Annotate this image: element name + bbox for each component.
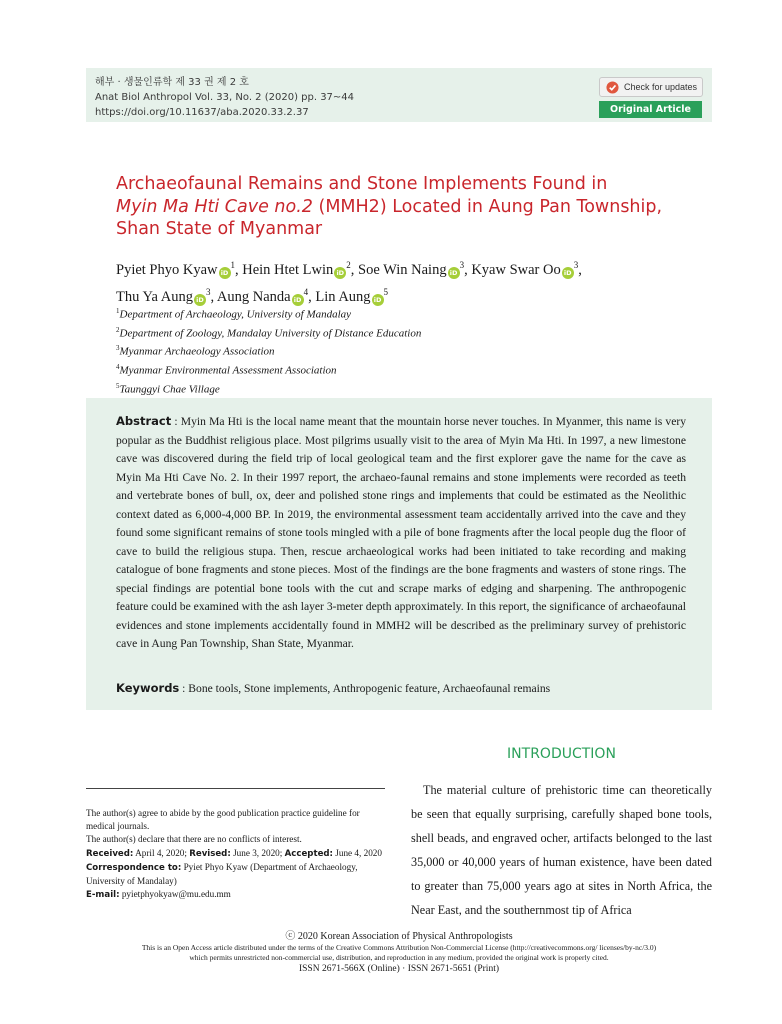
received-label: Received: (86, 848, 134, 859)
keywords-label: Keywords (116, 681, 180, 695)
accepted-date: June 4, 2020 (333, 847, 382, 858)
email-address[interactable]: pyietphyokyaw@mu.edu.mm (119, 889, 231, 900)
title-line-2 (116, 196, 716, 219)
abstract-label: Abstract (116, 414, 172, 428)
orcid-icon[interactable]: iD (292, 294, 304, 306)
issn-line: ISSN 2671-566X (Online) · ISSN 2671-5651 (Print) (298, 964, 500, 974)
affiliation-text: Department of Archaeology, University of Mandalay (119, 308, 352, 321)
title-line-2-rest: (MMH2) Located in Aung Pan Township, (312, 196, 663, 217)
affiliation-item (116, 360, 421, 379)
footnote-email (86, 888, 388, 902)
author-name: Thu Ya Aung (116, 288, 193, 305)
footnote-agreement: The author(s) agree to abide by the good publication practice guideline for medical journals. (86, 808, 360, 832)
introduction-paragraph: The material culture of prehistoric time can theoretically be seen that equally surprising, carefully shaped bone tools, shell beads, and engraved ocher, artifacts belonged to the last 35,000 or 40,000 years of human existence, have been dated to greater than 75,000 years ago at sites in North Africa, the Near East, and the southernmost tip of Africa (411, 783, 712, 917)
author-affiliation-mark: 5 (383, 286, 389, 297)
correspondence-text: Pyiet Phyo Kyaw (Department of Archaeology, University of Mandalay) (86, 861, 358, 887)
received-date: April 4, 2020; (133, 847, 190, 858)
orcid-icon[interactable]: iD (219, 267, 231, 279)
check-updates-icon (606, 81, 619, 94)
affiliation-item (116, 379, 421, 398)
correspondence-label: Correspondence to: (86, 862, 182, 873)
keywords-paragraph (116, 680, 686, 697)
affiliation-number: 3 (116, 344, 120, 353)
copyright-line: ⓒ 2020 Korean Association of Physical Anthropologists (285, 931, 513, 942)
orcid-icon[interactable]: iD (372, 294, 384, 306)
author-affiliation-mark: 3 (459, 260, 465, 270)
author-name: Lin Aung (315, 288, 371, 305)
author-separator: , (578, 261, 582, 278)
author-line-1 (116, 254, 696, 281)
article-title (116, 173, 716, 241)
author-separator: , (235, 261, 243, 278)
orcid-icon[interactable]: iD (448, 267, 460, 279)
author-separator: , (308, 288, 316, 305)
author-affiliation-mark: 1 (230, 260, 235, 270)
author-name: Aung Nanda (216, 288, 291, 305)
license-line-2: which permits unrestricted non-commercial use, distribution, and reproduction in any medium, provided the original work is properly cited. (189, 953, 609, 962)
affiliation-text: Department of Zoology, Mandalay University of Distance Education (119, 327, 422, 340)
title-cave-name: Myin Ma Hti Cave no.2 (116, 196, 313, 217)
affiliation-list (116, 304, 421, 397)
license-line-1: This is an Open Access article distributed under the terms of the Creative Commons Attribution Non-Commercial License (http://creativecommons.org/ licenses/by-nc/3.0) (141, 943, 657, 952)
affiliation-item (116, 341, 421, 360)
revised-date: June 3, 2020; (230, 847, 285, 858)
introduction-heading: INTRODUCTION (507, 746, 616, 762)
author-separator: , (210, 288, 217, 305)
check-for-updates-label: Check for updates (624, 82, 698, 92)
author-affiliation-mark: 3 (573, 260, 579, 270)
affiliation-number: 5 (116, 381, 120, 390)
affiliation-number: 4 (116, 362, 120, 371)
affiliation-text: Myanmar Environmental Assessment Association (119, 364, 337, 377)
orcid-icon[interactable]: iD (194, 294, 206, 306)
check-for-updates-button[interactable] (599, 77, 703, 97)
footnote-correspondence (86, 861, 388, 888)
author-list (116, 254, 696, 308)
affiliation-item (116, 323, 421, 342)
footnote-divider (86, 788, 385, 789)
title-line-1: Archaeofaunal Remains and Stone Implements Found in (116, 174, 608, 194)
orcid-icon[interactable]: iD (334, 267, 346, 279)
author-affiliation-mark: 3 (205, 286, 211, 297)
author-separator: , (464, 261, 472, 278)
orcid-icon[interactable]: iD (562, 267, 574, 279)
affiliation-number: 1 (116, 307, 120, 315)
doi-link[interactable]: https://doi.org/10.11637/aba.2020.33.2.37 (95, 107, 309, 118)
affiliation-number: 2 (116, 325, 120, 334)
author-affiliation-mark: 2 (346, 260, 351, 270)
article-type-badge: Original Article (599, 101, 702, 118)
footnote-dates (86, 847, 388, 861)
author-name: Kyaw Swar Oo (471, 261, 561, 278)
title-line-3: Shan State of Myanmar (116, 219, 323, 239)
affiliation-text: Myanmar Archaeology Association (119, 345, 275, 358)
keywords-body: : Bone tools, Stone implements, Anthropogenic feature, Archaeofaunal remains (179, 682, 551, 695)
author-affiliation-mark: 4 (303, 286, 309, 297)
author-name: Pyiet Phyo Kyaw (116, 261, 218, 278)
journal-korean-title: 해부 · 생물인류학 제 33 권 제 2 호 (95, 77, 249, 88)
affiliation-item (116, 304, 421, 323)
copyright-block (86, 931, 712, 975)
footnote-conflict: The author(s) declare that there are no conflicts of interest. (86, 834, 302, 845)
revised-label: Revised: (189, 848, 231, 859)
author-name: Hein Htet Lwin (242, 261, 334, 278)
abstract-body: : Myin Ma Hti is the local name meant that the mountain horse never touches. In Myanmer, this name is very popular as the Buddhist religious place. Most pilgrims usually visit to the area of Myin Ma Hti. In 1997, a new limestone cave was discovered during the field trip of local geological team and the first explorer gave the name for the cave as Myin Ma Hti Cave No. 2. In their 1997 report, the archaeo-faunal remains and stone implements were recorded as teeth and vertebrate bones of bull, ox, deer and polished stone rings and implements that could be estimated as the Neolithic context dated as 6,000-4,000 BP. In 2019, the environmental assessment team accidentally arrived into the cave and they found some significant remains of stone tools mingled with a pile of bone fragments after the local people dug the floor of cave to build the religious stupa. Then, rescue archaeological works had been initiated to take recording and making catalogue of bone fragments and stone pieces. Most of the findings are the bone fragments and wasters of stone rings. The special findings are potential bone tools with the cut and scrape marks of edging and sharpening. The anthropogenic feature could be examined with the ash layer 3-meter depth approximately. In this report, the significance of archaeofaunal evidences and stone implements accidentally found in MMH2 will be described as the preliminary survey of prehistoric cave in Aung Pan Township, Shan State, Myanmar. (116, 415, 686, 650)
journal-citation: Anat Biol Anthropol Vol. 33, No. 2 (2020) pp. 37~44 (95, 92, 355, 103)
journal-meta (95, 75, 354, 120)
affiliation-text: Taunggyi Chae Village (119, 383, 220, 396)
accepted-label: Accepted: (284, 848, 333, 859)
footnotes (86, 807, 388, 902)
author-name: Soe Win Naing (358, 261, 447, 278)
email-label: E-mail: (86, 890, 120, 901)
author-separator: , (350, 261, 359, 278)
abstract-paragraph (116, 412, 686, 654)
